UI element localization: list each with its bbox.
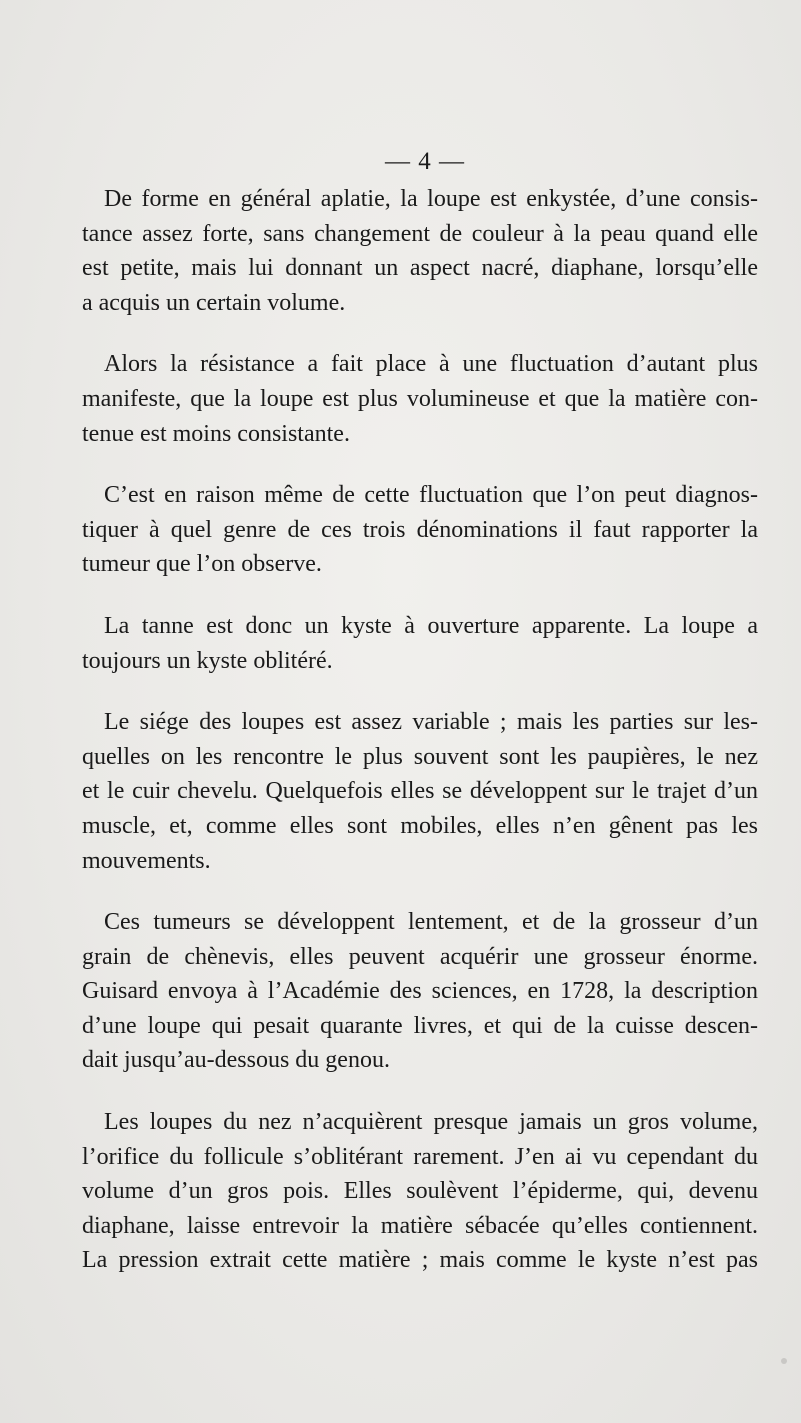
text-line: d’une loupe qui pesait quarante livres, et qui de la cuisse descen-	[82, 1012, 758, 1039]
body-text	[82, 182, 758, 1278]
document-page	[82, 148, 758, 1305]
paragraph	[82, 705, 758, 878]
text-line: quelles on les rencontre le plus souvent sont les paupières, le nez	[82, 743, 758, 770]
paragraph	[82, 1105, 758, 1278]
text-line: La tanne est donc un kyste à ouverture apparente. La loupe a	[104, 612, 758, 639]
text-line: La pression extrait cette matière ; mais comme le kyste n’est pas	[82, 1247, 758, 1274]
text-line: grain de chènevis, elles peuvent acquérir une grosseur énorme.	[82, 943, 758, 970]
text-line: De forme en général aplatie, la loupe est enkystée, d’une consis-	[104, 186, 758, 212]
text-line: tenue est moins consistante.	[82, 420, 350, 447]
paragraph	[82, 182, 758, 320]
text-line: est petite, mais lui donnant un aspect nacré, diaphane, lorsqu’elle	[82, 255, 758, 282]
text-line: l’orifice du follicule s’oblitérant rarement. J’en ai vu cependant du	[82, 1143, 758, 1170]
paper-spot	[781, 1358, 787, 1364]
text-line: C’est en raison même de cette fluctuation que l’on peut diagnos-	[104, 482, 758, 509]
paragraph	[82, 347, 758, 451]
text-line: manifeste, que la loupe est plus volumineuse et que la matière con-	[82, 385, 758, 412]
text-line: muscle, et, comme elles sont mobiles, elles n’en gênent pas les	[82, 812, 758, 839]
text-line: dait jusqu’au-dessous du genou.	[82, 1047, 390, 1074]
paragraph	[82, 478, 758, 582]
text-line: tumeur que l’on observe.	[82, 551, 322, 578]
page-number: — 4 —	[385, 148, 465, 175]
text-line: tance assez forte, sans changement de couleur à la peau quand elle	[82, 220, 758, 247]
text-line: Ces tumeurs se développent lentement, et de la grosseur d’un	[104, 909, 758, 936]
text-line: diaphane, laisse entrevoir la matière sébacée qu’elles contiennent.	[82, 1212, 758, 1239]
text-line: Guisard envoya à l’Académie des sciences, en 1728, la description	[82, 978, 758, 1005]
text-line: volume d’un gros pois. Elles soulèvent l’épiderme, qui, devenu	[82, 1178, 758, 1205]
text-line: et le cuir chevelu. Quelquefois elles se développent sur le trajet d’un	[82, 778, 758, 805]
text-line: mouvements.	[82, 847, 211, 874]
text-line: Alors la résistance a fait place à une fluctuation d’autant plus	[104, 351, 758, 378]
paragraph	[82, 905, 758, 1078]
text-line: Les loupes du nez n’acquièrent presque jamais un gros volume,	[104, 1109, 758, 1136]
paragraph	[82, 609, 758, 678]
text-line: tiquer à quel genre de ces trois dénominations il faut rapporter la	[82, 516, 758, 543]
text-line: a acquis un certain volume.	[82, 289, 346, 316]
text-line: Le siége des loupes est assez variable ; mais les parties sur les-	[104, 709, 758, 736]
text-line: toujours un kyste oblitéré.	[82, 647, 333, 674]
